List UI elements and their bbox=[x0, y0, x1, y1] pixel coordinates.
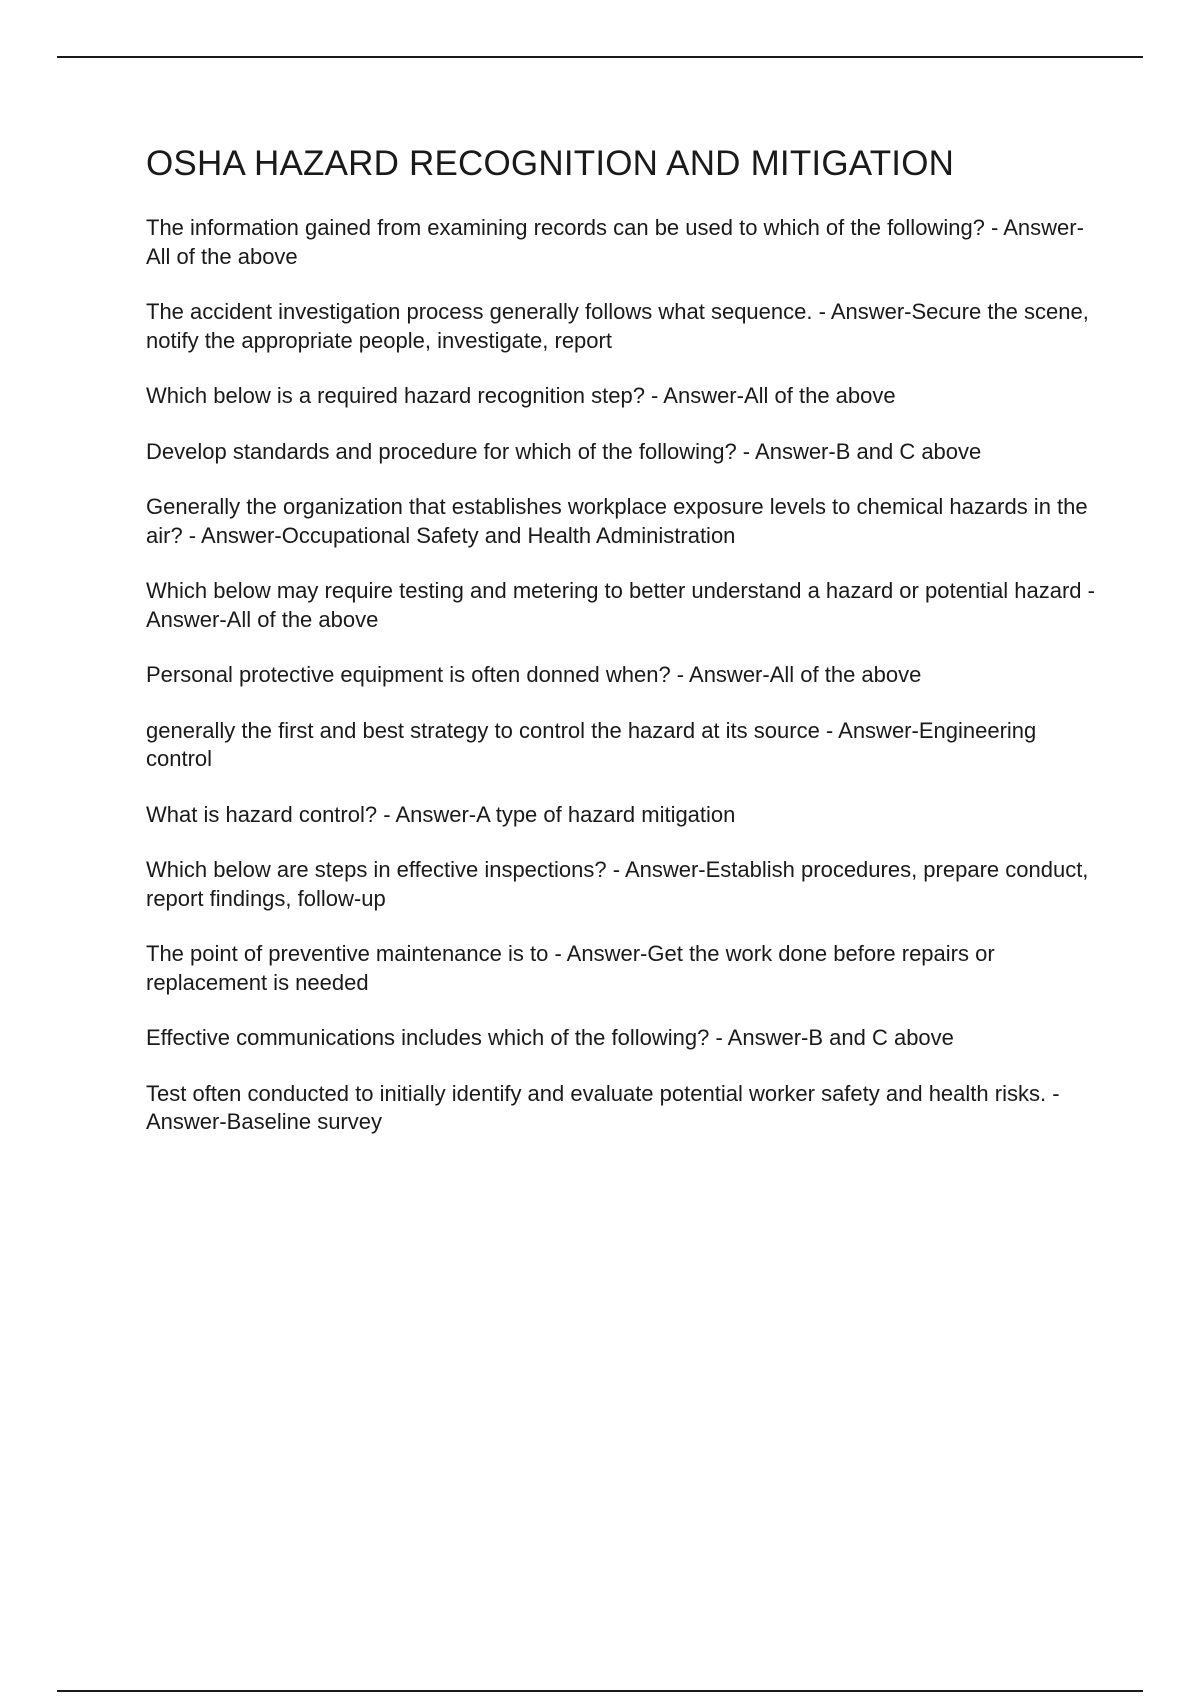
qa-item-1: The information gained from examining records can be used to which of the following? - Answer-All of the above bbox=[146, 215, 1084, 269]
top-divider bbox=[57, 56, 1143, 58]
qa-item-10: Which below are steps in effective inspections? - Answer-Establish procedures, prepare conduct, report findings, follow-up bbox=[146, 857, 1089, 911]
qa-item-3: Which below is a required hazard recognition step? - Answer-All of the above bbox=[146, 383, 896, 408]
qa-item-11: The point of preventive maintenance is to - Answer-Get the work done before repairs or replacement is needed bbox=[146, 941, 995, 995]
qa-item-5: Generally the organization that establishes workplace exposure levels to chemical hazards in the air? - Answer-Occupational Safety and Health Administration bbox=[146, 494, 1088, 548]
qa-item-7: Personal protective equipment is often donned when? - Answer-All of the above bbox=[146, 662, 922, 687]
document-body bbox=[146, 140, 1096, 1164]
qa-item-4: Develop standards and procedure for which of the following? - Answer-B and C above bbox=[146, 438, 982, 464]
qa-item-8: generally the first and best strategy to control the hazard at its source - Answer-Engineering control bbox=[146, 717, 1037, 771]
qa-item-13: Test often conducted to initially identify and evaluate potential worker safety and health risks. - Answer-Baseline survey bbox=[146, 1080, 1060, 1134]
qa-item-12: Effective communications includes which of the following? - Answer-B and C above bbox=[146, 1025, 954, 1050]
qa-item-6: Which below may require testing and metering to better understand a hazard or potential hazard - Answer-All of the above bbox=[146, 578, 1095, 632]
qa-item-9: What is hazard control? - Answer-A type of hazard mitigation bbox=[146, 801, 736, 827]
document-title: OSHA HAZARD RECOGNITION AND MITIGATION bbox=[146, 144, 955, 183]
bottom-divider bbox=[57, 1690, 1143, 1692]
qa-item-2: The accident investigation process generally follows what sequence. - Answer-Secure the scene, notify the appropriate people, investigate, report bbox=[146, 299, 1089, 353]
